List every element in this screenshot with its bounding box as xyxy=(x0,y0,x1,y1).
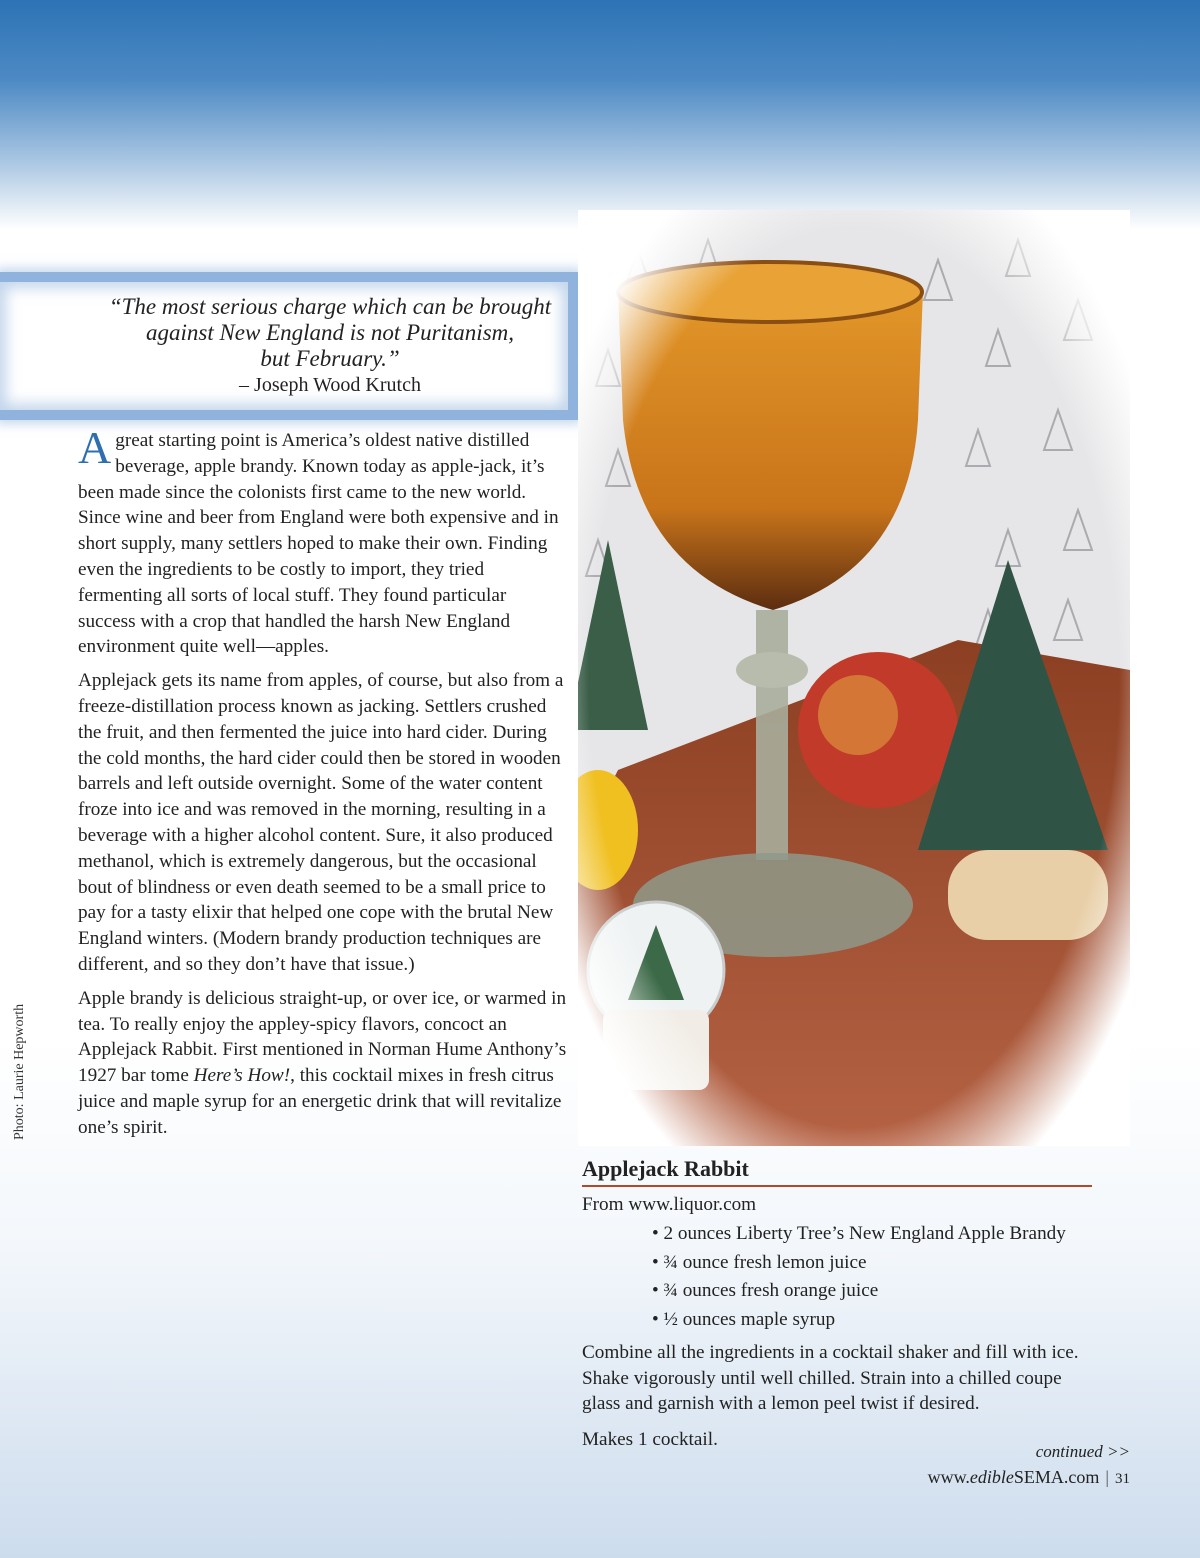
drop-cap: A xyxy=(78,422,112,473)
site-url-prefix: www. xyxy=(927,1467,970,1487)
pull-quote-line: “The most serious charge which can be brought xyxy=(108,294,552,319)
pull-quote xyxy=(60,294,600,372)
article-body xyxy=(78,422,568,1149)
ingredient-list xyxy=(652,1220,1066,1334)
paragraph-text: Apple brandy is delicious straight-up, or over ice, or warmed in tea. To really enjoy the appley-spicy flavors, concoct an Applejack Rabbit. First mentioned in Norman Hume Anthony’s 1927 bar tome xyxy=(78,987,567,1087)
article-paragraph xyxy=(78,986,568,1141)
continued-link[interactable]: continued >> xyxy=(1035,1442,1130,1461)
paragraph-text: great starting point is America’s oldest native distilled beverage, apple brandy. Known today as apple-jack, it’s been made since the colonists first came to the new world. Since wine and beer from England were both expensive and in short supply, many settlers hoped to make their own. Finding even the ingredients to be costly to import, they tried fermenting all sorts of local stuff. They found particular success with a crop that handled the harsh New England environment quite well—apples. xyxy=(78,430,559,658)
ingredient-item: • ¾ ounce fresh lemon juice xyxy=(652,1251,867,1273)
pull-quote-author: – Joseph Wood Krutch xyxy=(239,374,421,396)
top-gradient-band xyxy=(0,0,1200,230)
pull-quote-line: against New England is not Puritanism, xyxy=(145,320,515,345)
cocktail-photo xyxy=(578,210,1130,1146)
book-title: Here’s How! xyxy=(193,1065,291,1087)
ingredient-item: • ½ ounces maple syrup xyxy=(652,1308,836,1330)
site-url-italic: edible xyxy=(969,1467,1014,1487)
paragraph-text: , this cocktail mixes in fresh citrus juice and maple syrup for an energetic drink that will revitalize one’s spirit. xyxy=(78,1065,562,1138)
ingredient-item: • 2 ounces Liberty Tree’s New England Apple Brandy xyxy=(652,1223,1066,1244)
page-number: 31 xyxy=(1115,1471,1130,1487)
instructions-text: Combine all the ingredients in a cocktail shaker and fill with ice. Shake vigorously until well chilled. Strain into a chilled coupe glass and garnish with a lemon peel twist if desired. xyxy=(582,1342,1079,1415)
recipe-source: From www.liquor.com xyxy=(582,1194,757,1215)
footer-separator: | xyxy=(1105,1467,1109,1487)
article-paragraph: Applejack gets its name from apples, of course, but also from a freeze-distillation process known as jacking. Settlers crushed the fruit, and then fermented the juice into hard cider. During the cold months, the hard cider could then be stored in wooden barrels and left outside overnight. Some of the water content froze into ice and was removed in the morning, resulting in a beverage with a higher alcohol content. Sure, it also produced methanol, which is extremely dangerous, but the occasional bout of blindness or even death seemed to be a small price to pay for a tasty elixir that helped one cope with the brutal New England winters. (Modern brandy production techniques are different, and so they don’t have that issue.) xyxy=(78,670,564,975)
pull-quote-line: but February.” xyxy=(260,346,400,371)
recipe-title: Applejack Rabbit xyxy=(582,1156,1092,1187)
photo-credit: Photo: Laurie Hepworth xyxy=(12,1003,27,1140)
site-url-suffix: SEMA.com xyxy=(1013,1467,1100,1487)
recipe-yield: Makes 1 cocktail. xyxy=(582,1428,718,1450)
article-paragraph xyxy=(78,422,568,660)
ingredient-item: • ¾ ounces fresh orange juice xyxy=(652,1280,879,1301)
page-footer xyxy=(800,1467,1130,1488)
